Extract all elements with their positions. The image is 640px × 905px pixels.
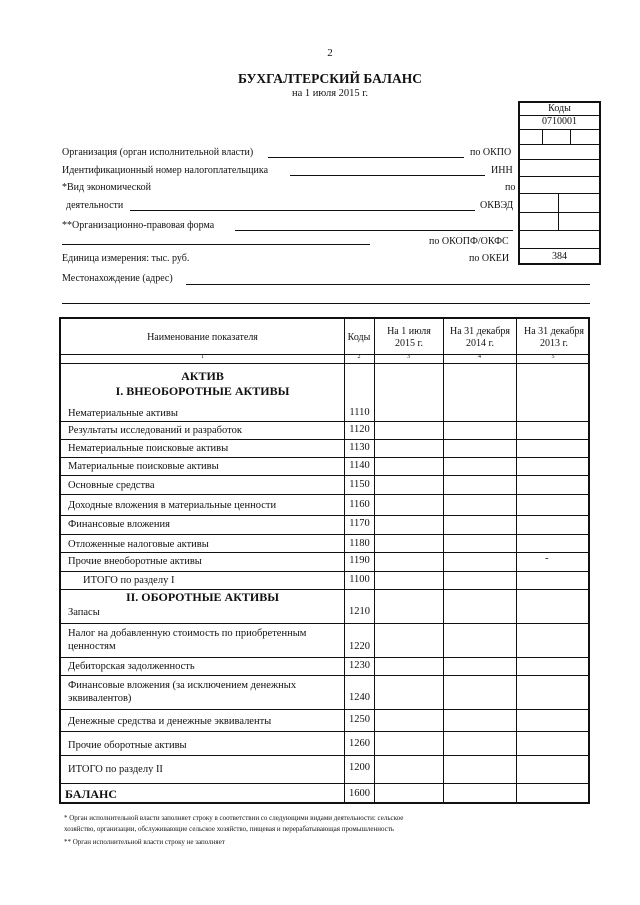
okud-code: 0710001 (542, 116, 577, 127)
report-date: на 1 июля 2015 г. (291, 88, 369, 99)
col-num-4: 4 (478, 354, 481, 360)
balance-table (59, 317, 590, 804)
row-code: 1120 (349, 424, 370, 435)
okei-label: по ОКЕИ (469, 253, 510, 264)
col-header-2013: На 31 декабря 2013 г. (523, 326, 585, 349)
section-1-title: I. ВНЕОБОРОТНЫЕ АКТИВЫ (115, 384, 290, 398)
codes-header: Коды (548, 103, 571, 114)
row-name-balance: БАЛАНС (65, 787, 118, 801)
organization-field[interactable] (268, 157, 464, 158)
page-title: БУХГАЛТЕРСКИЙ БАЛАНС (238, 71, 422, 86)
row-code: 1230 (349, 660, 370, 671)
location-field-2[interactable] (62, 303, 590, 304)
okved-label: ОКВЭД (480, 200, 514, 211)
row-name: ИТОГО по разделу I (83, 575, 175, 586)
legal-form-field-2[interactable] (62, 244, 370, 245)
cell-mark: - (545, 553, 549, 564)
activity-label-2: деятельности (66, 200, 124, 211)
inn-code-label: ИНН (491, 165, 513, 176)
row-code: 1110 (349, 407, 370, 418)
col-header-2015: На 1 июля 2015 г. (387, 326, 431, 349)
row-code: 1170 (349, 518, 370, 529)
row-code: 1260 (349, 738, 370, 749)
okpo-label: по ОКПО (470, 147, 512, 158)
row-name: Доходные вложения в материальные ценности (68, 500, 277, 511)
row-code: 1200 (349, 762, 370, 773)
row-code: 1140 (349, 460, 370, 471)
okopf-label: по ОКОПФ/ОКФС (429, 236, 509, 247)
unit-label: Единица измерения: тыс. руб. (62, 253, 190, 264)
row-name: Прочие оборотные активы (68, 740, 187, 751)
row-name: Отложенные налоговые активы (68, 539, 209, 550)
row-code: 1100 (349, 574, 370, 585)
row-code: 1160 (349, 499, 370, 510)
col-num-3: 3 (407, 354, 410, 360)
row-code: 1210 (349, 606, 370, 617)
col-header-2014: На 31 декабря 2014 г. (449, 326, 511, 349)
footnote-1 (64, 813, 403, 835)
location-label: Местонахождение (адрес) (62, 273, 173, 284)
row-name: Основные средства (68, 480, 155, 491)
legal-form-label: **Организационно-правовая форма (62, 220, 215, 231)
activity-po-label: по (505, 182, 516, 193)
col-num-5: 5 (551, 354, 555, 360)
footnote-1-line-2: хозяйство, организации, обслуживающие сельское хозяйство, пищевая и перерабатывающая промышленность (64, 825, 394, 833)
col-num-1: 1 (201, 354, 204, 360)
row-code: 1150 (349, 479, 370, 490)
row-name: Прочие внеоборотные активы (68, 556, 202, 567)
legal-form-field[interactable] (235, 230, 513, 231)
row-name: Дебиторская задолженность (68, 661, 195, 672)
inn-field[interactable] (290, 175, 485, 176)
col-header-codes: Коды (347, 332, 371, 343)
codes-box (518, 101, 601, 265)
row-name: Нематериальные активы (68, 408, 178, 419)
organization-label: Организация (орган исполнительной власти) (62, 147, 254, 158)
section-2-title: II. ОБОРОТНЫЕ АКТИВЫ (125, 590, 280, 604)
inn-label: Идентификационный номер налогоплательщика (62, 165, 269, 176)
activity-field[interactable] (130, 210, 475, 211)
section-aktiv-title: АКТИВ (181, 369, 224, 383)
activity-label-1: *Вид экономической (62, 182, 151, 193)
row-code: 1250 (349, 714, 370, 725)
okei-code: 384 (552, 251, 567, 262)
row-name: Налог на добавленную стоимость по приобретенным ценностям (68, 628, 307, 652)
row-code: 1240 (349, 692, 370, 703)
col-num-2: 2 (357, 354, 361, 360)
row-code: 1180 (349, 538, 370, 549)
location-field[interactable] (186, 284, 590, 285)
footnote-1-line-1: * Орган исполнительной власти заполняет строку в соответствии со следующими видами деятельности: сельское (64, 814, 404, 822)
footnote-2: ** Орган исполнительной власти строку не заполняет (64, 838, 225, 846)
row-name: Финансовые вложения (68, 519, 170, 530)
row-name: Результаты исследований и разработок (68, 425, 242, 436)
col-header-name: Наименование показателя (147, 332, 258, 343)
row-name: Денежные средства и денежные эквиваленты (68, 716, 272, 727)
page-number: 2 (327, 47, 333, 59)
row-code-balance: 1600 (349, 788, 370, 799)
row-code: 1190 (349, 555, 370, 566)
row-name: ИТОГО по разделу II (68, 764, 163, 775)
row-name: Материальные поисковые активы (68, 461, 219, 472)
row-name: Финансовые вложения (за исключением денежных эквивалентов) (68, 680, 297, 704)
row-name: Запасы (68, 607, 100, 618)
row-code: 1130 (349, 442, 370, 453)
row-name: Нематериальные поисковые активы (68, 443, 229, 454)
row-code: 1220 (349, 641, 370, 652)
